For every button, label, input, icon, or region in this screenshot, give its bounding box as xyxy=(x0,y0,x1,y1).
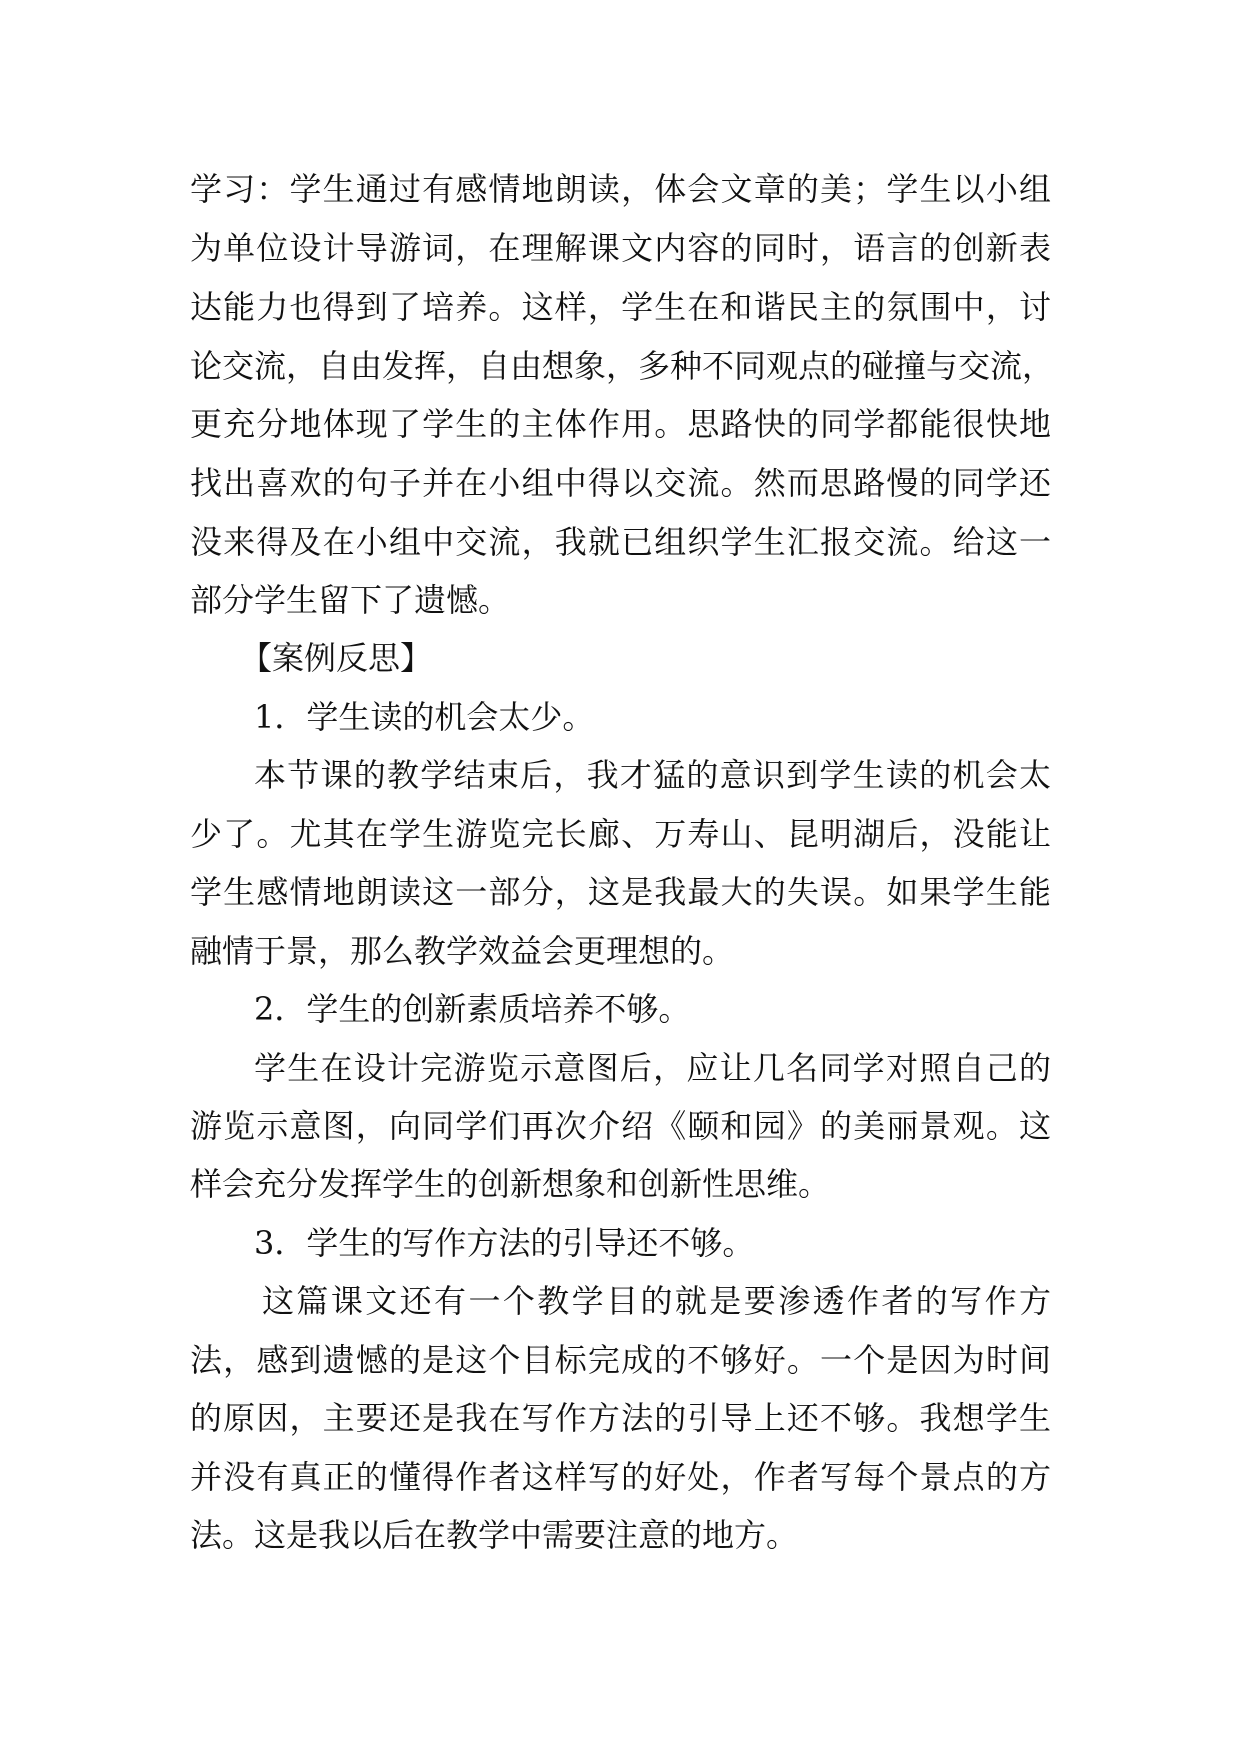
section-heading: 【案例反思】 xyxy=(240,639,433,677)
paragraph-line: 找出喜欢的句子并在小组中得以交流。然而思路慢的同学还 xyxy=(190,464,1051,502)
paragraph-line: 法，感到遗憾的是这个目标完成的不够好。一个是因为时间 xyxy=(190,1341,1051,1379)
list-item-heading: 1．学生读的机会太少。 xyxy=(254,698,595,736)
list-item-heading: 2．学生的创新素质培养不够。 xyxy=(254,990,691,1028)
paragraph-line: 没来得及在小组中交流，我就已组织学生汇报交流。给这一 xyxy=(190,523,1051,561)
paragraph-line: 样会充分发挥学生的创新想象和创新性思维。 xyxy=(190,1165,831,1203)
paragraph-line: 融情于景，那么教学效益会更理想的。 xyxy=(190,932,735,970)
paragraph-line: 并没有真正的懂得作者这样写的好处，作者写每个景点的方 xyxy=(190,1458,1051,1496)
paragraph-line: 这篇课文还有一个教学目的就是要渗透作者的写作方 xyxy=(262,1282,1051,1320)
paragraph-line: 游览示意图，向同学们再次介绍《颐和园》的美丽景观。这 xyxy=(190,1107,1051,1145)
paragraph-line: 学生感情地朗读这一部分，这是我最大的失误。如果学生能 xyxy=(190,873,1051,911)
paragraph-line: 论交流，自由发挥，自由想象，多种不同观点的碰撞与交流， xyxy=(190,347,1055,385)
paragraph-line: 更充分地体现了学生的主体作用。思路快的同学都能很快地 xyxy=(190,405,1051,443)
paragraph-line: 少了。尤其在学生游览完长廊、万寿山、昆明湖后，没能让 xyxy=(190,815,1051,853)
list-item-heading: 3．学生的写作方法的引导还不够。 xyxy=(254,1224,755,1262)
paragraph-line: 本节课的教学结束后，我才猛的意识到学生读的机会太 xyxy=(254,756,1051,794)
paragraph-line: 为单位设计导游词，在理解课文内容的同时，语言的创新表 xyxy=(190,229,1051,267)
paragraph-line: 法。这是我以后在教学中需要注意的地方。 xyxy=(190,1516,799,1554)
paragraph-line: 部分学生留下了遗憾。 xyxy=(190,581,511,619)
paragraph-line: 达能力也得到了培养。这样，学生在和谐民主的氛围中，讨 xyxy=(190,288,1051,326)
paragraph-line: 学生在设计完游览示意图后，应让几名同学对照自己的 xyxy=(254,1049,1051,1087)
paragraph-line: 的原因，主要还是我在写作方法的引导上还不够。我想学生 xyxy=(190,1399,1051,1437)
paragraph-line: 学习：学生通过有感情地朗读，体会文章的美；学生以小组 xyxy=(190,170,1051,208)
